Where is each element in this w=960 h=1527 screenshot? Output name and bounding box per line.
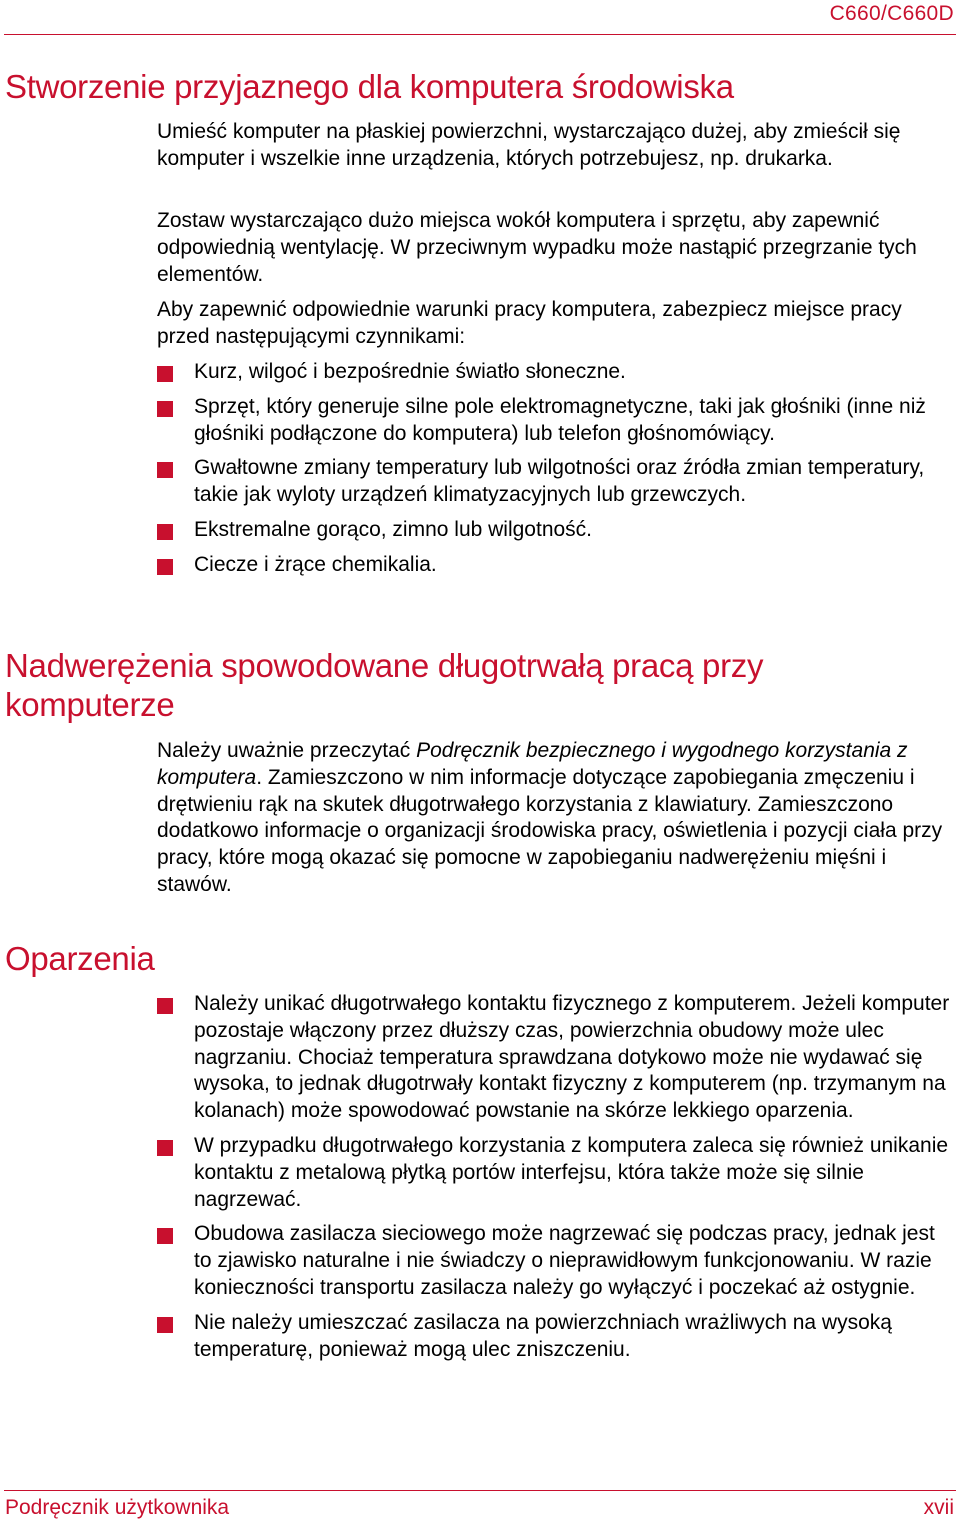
list-item-text: Gwałtowne zmiany temperatury lub wilgotności oraz źródła zmian temperatury, takie jak wyloty urządzeń klimatyzacyjnych lub grzewczych. — [194, 456, 925, 507]
footer-divider — [4, 1490, 956, 1491]
bullet-square-icon — [157, 1140, 173, 1156]
section-title-burns: Oparzenia — [5, 940, 155, 977]
list-item — [157, 359, 957, 386]
page-number: xvii — [923, 1496, 954, 1519]
list-item-text: Ciecze i żrące chemikalia. — [194, 552, 437, 576]
list-item — [157, 552, 957, 579]
header-divider — [4, 34, 956, 35]
safety-guide-title: Podręcznik bezpiecznego i wygodnego korzystania z komputera — [157, 739, 908, 789]
list-item — [157, 394, 957, 448]
paragraph-ventilation: Zostaw wystarczająco dużo miejsca wokół komputera i sprzętu, aby zapewnić odpowiednią wentylację. W przeciwnym wypadku może nastąpić przegrzanie tych elementów. — [157, 209, 917, 286]
list-item — [157, 517, 957, 544]
strain-text-prefix: Należy uważnie przeczytać — [157, 739, 417, 762]
list-item — [157, 1133, 957, 1213]
environment-hazards-list — [157, 359, 957, 587]
list-item-text: Sprzęt, który generuje silne pole elektromagnetyczne, taki jak głośniki (inne niż głośniki podłączone do komputera) lub telefon głośnomówiący. — [194, 394, 926, 445]
list-item — [157, 991, 957, 1125]
bullet-square-icon — [157, 1228, 173, 1244]
bullet-square-icon — [157, 366, 173, 382]
section-title-strain: Nadwerężenia spowodowane długotrwałą pracą przy komputerze — [5, 647, 764, 723]
strain-text-suffix: . Zamieszczono w nim informacje dotyczące zapobiegania zmęczeniu i drętwieniu rąk na skutek długotrwałego korzystania z klawiatury. Zamieszczono dodatkowo informacje o organizacji środowiska pracy, oświetlenia i pozycji ciała przy pracy, które mogą okazać się pomocne w zapobieganiu nadwerężeniu mięśni i stawów. — [157, 765, 943, 896]
list-item-text: Obudowa zasilacza sieciowego może nagrzewać się podczas pracy, jednak jest to zjawisko naturalne i nie świadczy o nieprawidłowym funkcjonowaniu. W razie konieczności transportu zasilacza należy go wyłączyć i poczekać aż ostygnie. — [194, 1222, 935, 1299]
bullet-square-icon — [157, 559, 173, 575]
section-title-environment: Stworzenie przyjaznego dla komputera środowiska — [5, 68, 734, 105]
list-item-text: Nie należy umieszczać zasilacza na powierzchniach wrażliwych na wysoką temperaturę, ponieważ mogą ulec zniszczeniu. — [194, 1310, 892, 1361]
list-item-text: Kurz, wilgoć i bezpośrednie światło słoneczne. — [194, 360, 626, 383]
bullet-square-icon — [157, 998, 173, 1014]
list-item — [157, 1221, 957, 1301]
list-item-text: W przypadku długotrwałego korzystania z komputera zaleca się również unikanie kontaktu z metalową płytką portów interfejsu, która także może się silnie nagrzewać. — [194, 1133, 949, 1211]
paragraph-protection: Aby zapewnić odpowiednie warunki pracy komputera, zabezpiecz miejsce pracy przed następującymi czynnikami: — [157, 298, 902, 348]
list-item-text: Ekstremalne gorąco, zimno lub wilgotność. — [194, 517, 593, 541]
bullet-square-icon — [157, 401, 173, 417]
paragraph-strain — [157, 738, 957, 899]
burns-list — [157, 991, 957, 1371]
bullet-square-icon — [157, 462, 173, 478]
list-item — [157, 1310, 957, 1364]
list-item-text: Należy unikać długotrwałego kontaktu fizycznego z komputerem. Jeżeli komputer pozostaje włączony przez dłuższy czas, powierzchnia obudowy może ulec nagrzaniu. Chociaż temperatura sprawdzana dotykowo może nie wydawać się wysoka, to jednak długotrwały kontakt fizyczny z komputerem (np. trzymanym na kolanach) może spowodować powstanie na skórze lekkiego oparzenia. — [194, 992, 950, 1123]
paragraph-placement: Umieść komputer na płaskiej powierzchni, wystarczająco dużej, aby zmieścił się komputer i wszelkie inne urządzenia, których potrzebujesz, np. drukarka. — [157, 120, 901, 170]
bullet-square-icon — [157, 524, 173, 540]
footer-manual-title: Podręcznik użytkownika — [5, 1496, 230, 1519]
list-item — [157, 455, 957, 509]
bullet-square-icon — [157, 1317, 173, 1333]
header-model-name: C660/C660D — [829, 2, 954, 25]
